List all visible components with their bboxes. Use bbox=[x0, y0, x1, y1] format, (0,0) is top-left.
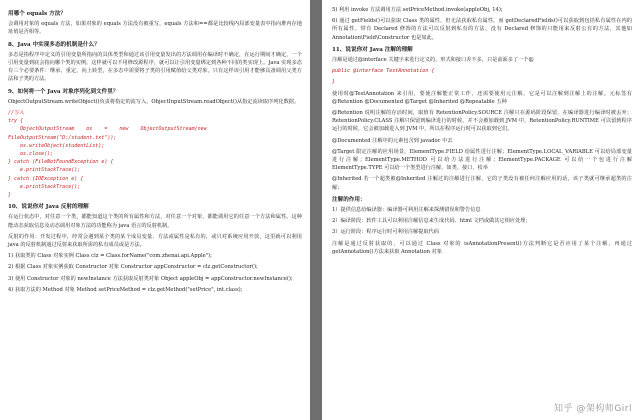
paragraph: 使用时@TestAnnotation 来引用，要使注解能正常工作，还需要使用元注解，它是可以注解到注解上的注解。元标签有@Retention @Documented @Target @Inherited @Repeatable 五种 bbox=[332, 90, 632, 105]
section-heading: 用哪个 equals 方法？ bbox=[8, 11, 66, 17]
section-heading: 9、如何将一个 Java 对象序列化到文件里？ bbox=[8, 88, 119, 95]
code-line: try { bbox=[8, 118, 24, 125]
paragraph: 多态是指程序中定义的引用变量所指向的具体类型和通过该引用变量发出的方法调用在编译时不确定，在运行期间才确定，一个引用变量到底会指向哪个类的实例。这样就可以不用修改源程序，就可以让引用变量绑定到各种不同的类实现上。Java 实现多态有三个必要条件：继承、重定、向上转型，在多态中需要将子类的引用赋值给父类对象，只有这样该引用才能够具备调用父类方法和子类的方法。 bbox=[8, 51, 302, 83]
paragraph: 反射的作用：开发过程中，经常会遇到某个类的某个成员变量、方法或属性是私有的，或只对系统应用开放，这里就可以利用 java 的反射机制通过反射来获取所需的私有成员或是方法。 bbox=[8, 233, 302, 249]
section-heading: 10、说说你对 Java 反射的理解 bbox=[8, 204, 89, 211]
paragraph: ObjectOutputStream.writeObject()负责将指定的流写入，ObjectInputStream.readObject()从指定流读取序列化数据。 bbox=[8, 98, 300, 105]
code-comment: //写入 bbox=[8, 110, 25, 117]
code-line: FileOutputStream("D:/student.txt")); bbox=[8, 134, 117, 141]
code-line: ObjectOutputStream os = new ObjectOutputStream(new bbox=[8, 126, 207, 133]
paragraph: 在运行状态中，对任意一个类，都能知道这个类的所有属性和方法，对任意一个对象，都能调用它的任意一个方法和属性。这种能动态获取信息及动态调用对象方法的功能称为 java 语言的反射机制。 bbox=[8, 214, 302, 229]
code-line: os.writeObject(studentList); bbox=[8, 142, 105, 149]
paragraph: 会调用对象的 equals 方法，如果对象的 equals 方法没有被重写，equals 方法和==都是比较栈内局部变量表中指向堆内存地址值是否相等。 bbox=[8, 21, 302, 36]
paragraph: 4) 获取方法的 Method 对象 Method setPriceMethod = clz.getMethod("setPrice", int.class); bbox=[8, 286, 243, 293]
code-line: e.printStackTrace(); bbox=[8, 183, 81, 190]
section-heading: 8、Java 中实现多态的机制是什么？ bbox=[8, 41, 100, 48]
document-page-right bbox=[322, 0, 640, 420]
code-line: e.printStackTrace(); bbox=[8, 167, 81, 174]
code-line: } bbox=[8, 192, 12, 199]
paragraph: 1）提供信息给编译器：编译器可利用注解来探测错误和警告信息 bbox=[332, 207, 481, 214]
paragraph: 1) 获取类的 Class 对象实例 Class clz = Class.forName("com.zhenai.api.Apple"); bbox=[8, 253, 212, 260]
paragraph: 6) 通过 getFields()可以获取 Class 类的属性，但无法获取私有属性，而 getDeclaredFields()可以获取到包括私有属性在内的所有属性。带有 Declared 修饰的方法可以反射到私有的方法，没有 Declared 修饰的只能用来反射公有的方法，其他如 Annotation\Field\Constructor 也是如此。 bbox=[332, 18, 632, 41]
document-page-left bbox=[0, 0, 310, 420]
paragraph: 注解是通过@interface 关键字来进行定义的，形式和接口差不多，只是前面多了一个@ bbox=[332, 57, 534, 64]
paragraph: 3）运行阶段：程序运行时可利用注解提取代码 bbox=[332, 229, 440, 236]
paragraph: 5) 利用 invoke 方法调用方法 setPriceMethod.invoke(appleObj, 14); bbox=[332, 7, 503, 13]
paragraph: 3) 使用 Constructor 对象的 newInstance 方法获取反射类对象 Object appleObj = appConstructor.newInstance(); bbox=[8, 275, 293, 282]
paragraph: @Target 限定注解的应用场景，ElementType.FIELD 给属性进行注解；ElementType.LOCAL_VARIABLE 可以给局部变量进行注解；ElementType.METHOD 可以给方法进行注解；ElementType.PACKAGE 可以给一个包进行注解 ElementType.TYPE 可以给一个类型进行注解，如类、接口、枚举 bbox=[332, 148, 632, 172]
code-line: public @interface TestAnnotation { bbox=[332, 68, 435, 75]
section-heading: 注解的作用： bbox=[332, 196, 366, 203]
paragraph: 2）编译阶段：软件工具可以利用注解信息来生成代码、html 文档或做其它相应处理； bbox=[332, 218, 531, 225]
code-line: os.close(); bbox=[8, 151, 54, 158]
code-line: } catch (IOException e) { bbox=[8, 175, 84, 182]
paragraph: @Inherited 若一个超类被@Inherited 注解过的注解进行注解，它的子类没有被任何注解应用的话，该子类就可继承超类的注解； bbox=[332, 176, 632, 191]
paragraph: 注解是通过反射获取的，可以通过 Class 对象的 isAnnotationPresent()方法判断它是否应用了某个注解，再通过 getAnnotation()方法来获取 Annotation 对象 bbox=[332, 240, 632, 255]
paragraph: @Documented 注解中的元素包含到 javadoc 中去 bbox=[332, 137, 453, 144]
code-line: } bbox=[332, 79, 336, 86]
paragraph: @Retention 说明注解的存活时间，取值有 RetentionPolicy.SOURCE 注解只在源码阶段保留，在编译器进行编译时被丢弃；RetentionPolicy.CLASS 注解只保留到编译进行的时候，并不会被加载到 JVM 中。RetentionPolicy.RUNTIME 可以留到程序运行的时候，它会被加载进入到 JVM 中，所以在程序运行时可以获取到它们。 bbox=[332, 110, 632, 133]
watermark: 知乎 @架构师Girl bbox=[553, 404, 632, 414]
section-heading: 11、说说你对 Java 注解的理解 bbox=[332, 46, 413, 53]
paragraph: 2) 根据 Class 对象实例获取 Constructor 对象 Constructor appConstructor = clz.getConstructor(); bbox=[8, 264, 258, 271]
code-line: } catch (FileNotFoundException e) { bbox=[8, 159, 114, 166]
